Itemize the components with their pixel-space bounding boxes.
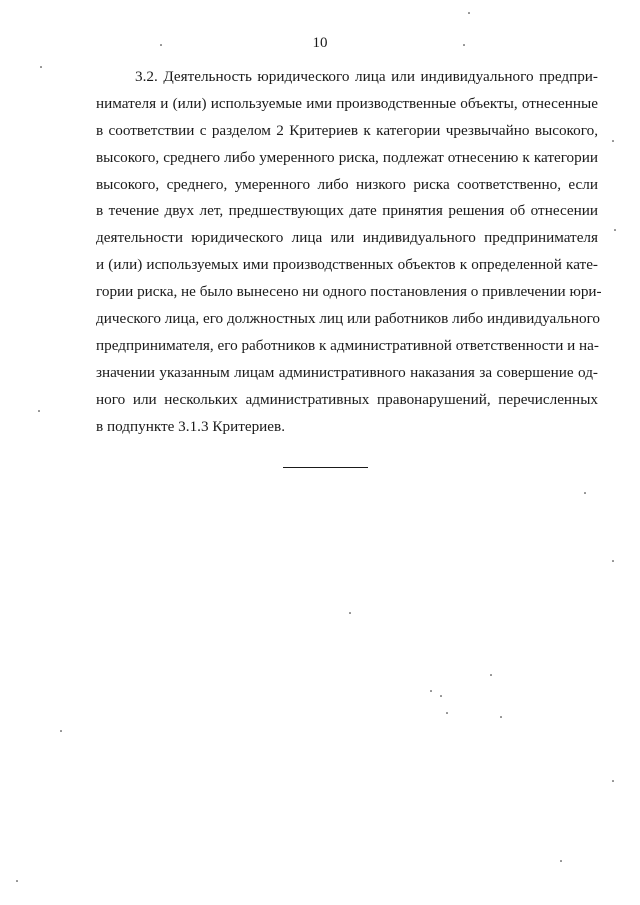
scan-speck xyxy=(500,716,502,718)
scan-speck xyxy=(468,12,470,14)
paragraph-line: гории риска, не было вынесено ни одного постановления о привлечении юри- xyxy=(96,283,602,301)
scan-speck xyxy=(612,140,614,142)
scan-speck xyxy=(446,712,448,714)
scan-speck xyxy=(612,560,614,562)
scan-speck xyxy=(16,880,18,882)
scan-speck xyxy=(612,780,614,782)
scan-speck xyxy=(560,860,562,862)
paragraph-line: ного или нескольких административных правонарушений, перечисленных xyxy=(96,390,598,408)
scan-speck xyxy=(38,410,40,412)
paragraph-line: в течение двух лет, предшествующих дате принятия решения об отнесении xyxy=(96,202,598,220)
scan-speck xyxy=(160,44,162,46)
scan-speck xyxy=(614,229,616,231)
scan-speck xyxy=(490,674,492,676)
paragraph-line: 3.2. Деятельность юридического лица или индивидуального предпри- xyxy=(135,68,598,85)
page-number: 10 xyxy=(312,35,328,51)
paragraph-3-2 xyxy=(96,64,602,440)
scan-speck xyxy=(60,730,62,732)
paragraph-line: в соответствии с разделом 2 Критериев к категории чрезвычайно высокого, xyxy=(96,121,598,139)
paragraph-line: и (или) используемых ими производственных объектов к определенной кате- xyxy=(96,256,598,274)
scan-speck xyxy=(40,66,42,68)
paragraph-line: высокого, среднего либо умеренного риска, подлежат отнесению к категории xyxy=(96,148,598,166)
paragraph-line: дического лица, его должностных лиц или работников либо индивидуального xyxy=(96,310,601,328)
scan-speck xyxy=(584,492,586,494)
paragraph-line: высокого, среднего, умеренного либо низкого риска соответственно, если xyxy=(96,175,598,193)
scan-speck xyxy=(430,690,432,692)
paragraph-line: нимателя и (или) используемые ими производственные объекты, отнесенные xyxy=(96,94,598,112)
scan-speck xyxy=(463,44,465,46)
paragraph-line: деятельности юридического лица или индивидуального предпринимателя xyxy=(96,229,598,247)
paragraph-line: значении указанным лицам административного наказания за совершение од- xyxy=(96,363,598,381)
closing-rule xyxy=(283,467,368,468)
paragraph-line: в подпункте 3.1.3 Критериев. xyxy=(96,417,286,435)
paragraph-line: предпринимателя, его работников к административной ответственности и на- xyxy=(96,336,599,354)
scan-speck xyxy=(440,695,442,697)
scan-speck xyxy=(349,612,351,614)
